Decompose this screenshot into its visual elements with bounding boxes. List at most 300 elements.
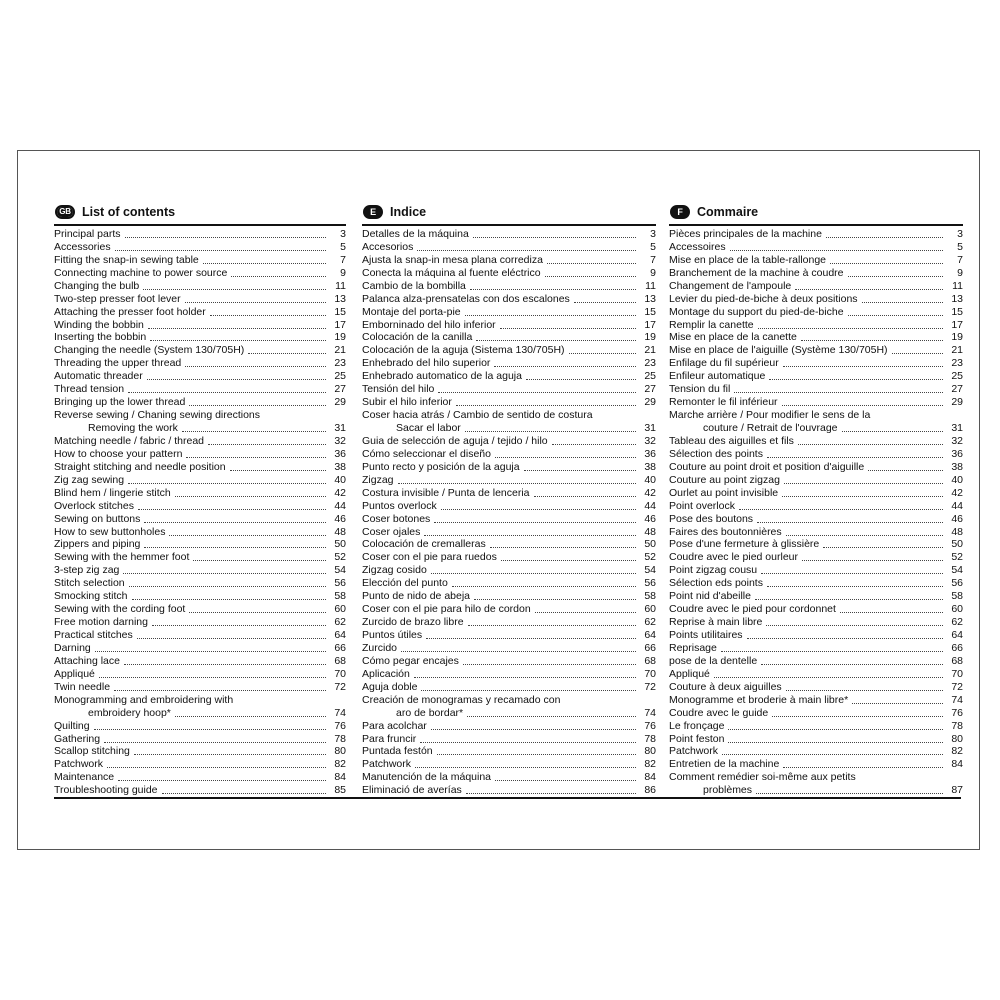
entry-label: Coudre avec le pied ourleur: [669, 551, 798, 564]
dot-leader: [118, 780, 326, 781]
dot-leader: [144, 547, 326, 548]
dot-leader: [769, 379, 943, 380]
language-badge-gb: [55, 205, 75, 219]
dot-leader: [125, 237, 326, 238]
entry-page-number: 17: [334, 318, 346, 331]
toc-entry: [669, 720, 963, 733]
dot-leader: [786, 690, 943, 691]
entry-label: Two-step presser foot lever: [54, 292, 181, 305]
entry-page-number: 87: [951, 784, 963, 797]
dot-leader: [415, 767, 636, 768]
dot-leader: [848, 315, 943, 316]
entry-page-number: 48: [951, 525, 963, 538]
entry-page-number: 29: [951, 396, 963, 409]
entry-page-number: 27: [951, 383, 963, 396]
bottom-rule: [54, 797, 961, 799]
entry-label: Coudre avec le guide: [669, 706, 769, 719]
entry-label: Cómo pegar encajes: [362, 654, 459, 667]
entry-page-number: 21: [951, 344, 963, 357]
dot-leader: [783, 366, 943, 367]
dot-leader: [722, 754, 943, 755]
header-rule: [54, 224, 346, 226]
entry-label: Zurcido de brazo libre: [362, 616, 464, 629]
entry-label: Montaje del porta-pie: [362, 305, 461, 318]
entry-label: Tableau des aiguilles et fils: [669, 434, 794, 447]
toc-entry: [54, 344, 346, 357]
dot-leader: [185, 366, 326, 367]
entry-label: Emborninado del hilo inferior: [362, 318, 496, 331]
dot-leader: [162, 793, 326, 794]
entry-label: Smocking stitch: [54, 590, 128, 603]
entry-label: 3-step zig zag: [54, 564, 120, 577]
dot-leader: [123, 573, 326, 574]
entry-label: Automatic threader: [54, 370, 143, 383]
entry-label: Tensión del hilo: [362, 383, 435, 396]
entry-page-number: 80: [334, 745, 346, 758]
entry-page-number: 54: [644, 564, 656, 577]
entry-page-number: 46: [951, 512, 963, 525]
dot-leader: [420, 742, 636, 743]
entry-page-number: 68: [951, 654, 963, 667]
entry-label: Winding the bobbin: [54, 318, 144, 331]
toc-entry: [669, 254, 963, 267]
dot-leader: [231, 276, 326, 277]
entry-page-number: 50: [951, 538, 963, 551]
entry-page-number: 5: [340, 240, 346, 253]
dot-leader: [175, 496, 326, 497]
entry-page-number: 40: [644, 473, 656, 486]
entry-label: Pose des boutons: [669, 512, 754, 525]
toc-entry: [54, 629, 346, 642]
dot-leader: [848, 276, 943, 277]
entry-page-number: 11: [335, 279, 346, 292]
dot-leader: [569, 353, 636, 354]
toc-entry: [54, 551, 346, 564]
toc-entry: [669, 487, 963, 500]
toc-entry: [54, 435, 346, 448]
dot-leader: [495, 457, 636, 458]
entry-page-number: 29: [644, 396, 656, 409]
toc-entry: [362, 319, 656, 332]
entry-label: Coudre avec le pied pour cordonnet: [669, 603, 836, 616]
dot-leader: [398, 483, 636, 484]
toc-entry: [669, 448, 963, 461]
dot-leader: [210, 315, 326, 316]
dot-leader: [524, 470, 636, 471]
entry-label: Couture au point droit et position d'aiguille: [669, 460, 865, 473]
column-header: [670, 203, 963, 221]
toc-entry: [54, 539, 346, 552]
entry-label: Stitch selection: [54, 577, 125, 590]
entry-label: Conecta la máquina al fuente eléctrico: [362, 266, 541, 279]
entry-page-number: 46: [334, 512, 346, 525]
entry-page-number: 58: [334, 590, 346, 603]
entry-label: Bringing up the lower thread: [54, 396, 186, 409]
entry-page-number: 32: [644, 434, 656, 447]
dot-leader: [494, 366, 636, 367]
dot-leader: [128, 483, 326, 484]
entry-page-number: 46: [644, 512, 656, 525]
toc-entry: [362, 500, 656, 513]
entry-label: Coser botones: [362, 512, 431, 525]
toc-entry: [54, 448, 346, 461]
toc-entry: [362, 435, 656, 448]
entry-label: Pièces principales de la machine: [669, 227, 822, 240]
entry-label: Puntos útiles: [362, 629, 423, 642]
toc-entry: [54, 694, 346, 707]
entry-page-number: 23: [644, 357, 656, 370]
entry-label: Connecting machine to power source: [54, 266, 228, 279]
dot-leader: [138, 509, 326, 510]
entry-label: Zippers and piping: [54, 538, 141, 551]
toc-entry: [362, 228, 656, 241]
dot-leader: [756, 793, 943, 794]
entry-label: Points utilitaires: [669, 629, 743, 642]
dot-leader: [466, 793, 636, 794]
entry-label: Quilting: [54, 719, 90, 732]
dot-leader: [862, 302, 943, 303]
toc-entry: [669, 668, 963, 681]
dot-leader: [152, 625, 326, 626]
entry-label: Comment remédier soi-même aux petits: [669, 771, 856, 784]
entry-page-number: 23: [951, 357, 963, 370]
dot-leader: [730, 250, 943, 251]
entry-page-number: 29: [334, 396, 346, 409]
dot-leader: [182, 431, 326, 432]
toc-entry: [669, 655, 963, 668]
entry-label: Reverse sewing / Chaning sewing directions: [54, 409, 261, 422]
toc-entry: [54, 461, 346, 474]
dot-leader: [463, 664, 636, 665]
dot-leader: [761, 573, 943, 574]
dot-leader: [501, 560, 636, 561]
dot-leader: [473, 237, 636, 238]
entry-page-number: 44: [644, 499, 656, 512]
entry-page-number: 58: [951, 590, 963, 603]
dot-leader: [465, 431, 636, 432]
entry-page-number: 3: [650, 227, 656, 240]
dot-leader: [401, 651, 636, 652]
entry-page-number: 84: [334, 771, 346, 784]
dot-leader: [114, 690, 326, 691]
entry-page-number: 70: [334, 667, 346, 680]
entry-label: pose de la dentelle: [669, 654, 758, 667]
toc-entry: [54, 500, 346, 513]
toc-entry: [54, 280, 346, 293]
dot-leader: [132, 599, 326, 600]
column-title: Indice: [390, 205, 427, 219]
dot-leader: [739, 509, 943, 510]
entry-page-number: 44: [951, 499, 963, 512]
entry-page-number: 66: [334, 641, 346, 654]
dot-leader: [728, 742, 943, 743]
entry-label: Manutención de la máquina: [362, 771, 492, 784]
entry-label: Fitting the snap-in sewing table: [54, 253, 199, 266]
entry-page-number: 62: [951, 616, 963, 629]
toc-entry: [54, 396, 346, 409]
entry-page-number: 72: [951, 680, 963, 693]
dot-leader: [148, 328, 326, 329]
document-sheet: [17, 150, 980, 850]
dot-leader: [868, 470, 943, 471]
toc-entry: [54, 784, 346, 797]
toc-entry: [669, 526, 963, 539]
dot-leader: [782, 496, 943, 497]
entry-page-number: 25: [644, 370, 656, 383]
toc-entry-continuation: [362, 707, 656, 720]
toc-entry: [362, 577, 656, 590]
toc-entry: [54, 293, 346, 306]
entry-label: Darning: [54, 641, 91, 654]
toc-entry: [362, 254, 656, 267]
dot-leader: [840, 612, 943, 613]
entry-page-number: 78: [334, 732, 346, 745]
entry-label: problèmes: [703, 784, 753, 797]
toc-entry: [54, 370, 346, 383]
entry-label: Subir el hilo inferior: [362, 396, 452, 409]
toc-entry-continuation: [54, 707, 346, 720]
entry-page-number: 36: [951, 447, 963, 460]
toc-entry: [362, 603, 656, 616]
entry-label: Cambio de la bombilla: [362, 279, 466, 292]
entry-page-number: 19: [951, 331, 963, 344]
entry-label: Sélection des points: [669, 447, 763, 460]
toc-entry: [669, 551, 963, 564]
toc-entry: [362, 668, 656, 681]
dot-leader: [842, 431, 944, 432]
dot-leader: [757, 522, 943, 523]
toc-entry: [362, 306, 656, 319]
entry-page-number: 32: [334, 434, 346, 447]
entry-page-number: 82: [334, 758, 346, 771]
entry-page-number: 50: [334, 538, 346, 551]
toc-entry: [669, 344, 963, 357]
toc-entry: [669, 474, 963, 487]
entry-page-number: 76: [951, 706, 963, 719]
entry-label: Point feston: [669, 732, 725, 745]
dot-leader: [186, 457, 326, 458]
toc-entry: [362, 487, 656, 500]
entry-page-number: 15: [334, 305, 346, 318]
dot-leader: [474, 599, 636, 600]
toc-entry: [362, 396, 656, 409]
entry-page-number: 58: [644, 590, 656, 603]
entry-label: Patchwork: [54, 758, 104, 771]
dot-leader: [144, 522, 326, 523]
dot-leader: [758, 328, 943, 329]
entry-page-number: 50: [644, 538, 656, 551]
entry-label: Eliminació de averías: [362, 784, 462, 797]
entry-label: Palanca alza-prensatelas con dos escalones: [362, 292, 570, 305]
column-header: [363, 203, 656, 221]
dot-leader: [150, 340, 326, 341]
entry-page-number: 82: [644, 758, 656, 771]
toc-entry: [362, 280, 656, 293]
toc-entry: [54, 228, 346, 241]
toc-entry: [669, 357, 963, 370]
dot-leader: [115, 250, 326, 251]
entry-label: Practical stitches: [54, 629, 133, 642]
toc-entry: [54, 616, 346, 629]
toc-entry: [362, 370, 656, 383]
entry-label: Sacar el labor: [396, 422, 461, 435]
dot-leader: [766, 625, 943, 626]
entry-page-number: 7: [650, 253, 656, 266]
toc-entry: [362, 461, 656, 474]
toc-entry: [669, 681, 963, 694]
entry-page-number: 76: [334, 719, 346, 732]
toc-entry: [54, 332, 346, 345]
entry-page-number: 70: [644, 667, 656, 680]
entry-label: Para fruncir: [362, 732, 417, 745]
toc-entry: [54, 668, 346, 681]
entry-label: Sewing on buttons: [54, 512, 141, 525]
entry-label: Enhebrado automatico de la aguja: [362, 370, 522, 383]
entry-page-number: 78: [951, 719, 963, 732]
dot-leader: [128, 392, 326, 393]
entry-label: Elección del punto: [362, 577, 448, 590]
dot-leader: [95, 651, 326, 652]
entry-label: Sélection eds points: [669, 577, 763, 590]
entry-label: Troubleshooting guide: [54, 784, 158, 797]
entry-page-number: 3: [957, 227, 963, 240]
entry-page-number: 17: [644, 318, 656, 331]
entry-label: Appliqué: [54, 667, 95, 680]
entry-page-number: 9: [340, 266, 346, 279]
dot-leader: [495, 780, 636, 781]
header-rule: [669, 224, 963, 226]
entry-page-number: 72: [334, 680, 346, 693]
dot-leader: [535, 612, 636, 613]
entry-page-number: 9: [650, 266, 656, 279]
entry-label: Monogramme et broderie à main libre*: [669, 693, 849, 706]
toc-entry: [669, 383, 963, 396]
entry-label: Twin needle: [54, 680, 111, 693]
dot-leader: [500, 328, 636, 329]
entry-label: aro de bordar*: [396, 706, 464, 719]
dot-leader: [129, 586, 326, 587]
dot-leader: [467, 716, 636, 717]
entry-page-number: 5: [650, 240, 656, 253]
toc-entry: [669, 603, 963, 616]
entry-label: Colocación de la canilla: [362, 331, 473, 344]
language-badge-f: [670, 205, 690, 219]
entry-page-number: 84: [951, 758, 963, 771]
entry-label: Accessoires: [669, 240, 726, 253]
entry-list: [362, 228, 656, 797]
toc-entry: [54, 733, 346, 746]
dot-leader: [189, 405, 326, 406]
entry-label: Tension du fil: [669, 383, 731, 396]
entry-page-number: 11: [645, 279, 656, 292]
toc-entry: [669, 758, 963, 771]
entry-page-number: 64: [334, 629, 346, 642]
toc-entry: [362, 551, 656, 564]
entry-page-number: 13: [334, 292, 346, 305]
dot-leader: [490, 547, 636, 548]
dot-leader: [426, 638, 636, 639]
toc-entry: [669, 228, 963, 241]
entry-page-number: 60: [334, 603, 346, 616]
entry-label: Enfileur automatique: [669, 370, 766, 383]
dot-leader: [767, 457, 943, 458]
dot-leader: [99, 677, 326, 678]
entry-page-number: 64: [644, 629, 656, 642]
dot-leader: [574, 302, 636, 303]
entry-label: Couture à deux aiguilles: [669, 680, 782, 693]
toc-entry: [669, 461, 963, 474]
dot-leader: [782, 405, 943, 406]
toc-entry: [669, 590, 963, 603]
dot-leader: [189, 612, 326, 613]
toc-entry: [54, 758, 346, 771]
dot-leader: [441, 509, 636, 510]
header-rule: [362, 224, 656, 226]
entry-label: Point nid d'abeille: [669, 590, 751, 603]
entry-label: Remonter le fil inférieur: [669, 396, 778, 409]
dot-leader: [476, 340, 636, 341]
entry-label: Ourlet au point invisible: [669, 486, 779, 499]
toc-entry: [362, 655, 656, 668]
entry-label: Puntos overlock: [362, 499, 437, 512]
dot-leader: [823, 547, 943, 548]
dot-leader: [434, 522, 636, 523]
dot-leader: [755, 599, 943, 600]
toc-entry: [669, 293, 963, 306]
toc-entry: [362, 409, 656, 422]
entry-page-number: 64: [951, 629, 963, 642]
toc-entry: [669, 616, 963, 629]
entry-label: Coser con el pie para hilo de cordon: [362, 603, 531, 616]
entry-page-number: 36: [334, 447, 346, 460]
dot-leader: [417, 250, 636, 251]
toc-entry: [362, 771, 656, 784]
toc-entry: [362, 629, 656, 642]
toc-entry: [54, 603, 346, 616]
entry-label: Accessories: [54, 240, 111, 253]
entry-label: How to sew buttonholes: [54, 525, 166, 538]
dot-leader: [767, 586, 943, 587]
dot-leader: [169, 535, 326, 536]
toc-entry: [362, 526, 656, 539]
dot-leader: [208, 444, 326, 445]
toc-entry: [362, 616, 656, 629]
entry-label: Branchement de la machine à coudre: [669, 266, 844, 279]
toc-entry: [669, 241, 963, 254]
toc-entry: [669, 500, 963, 513]
dot-leader: [468, 625, 636, 626]
dot-leader: [203, 263, 326, 264]
entry-page-number: 21: [334, 344, 346, 357]
entry-label: Reprisage: [669, 641, 717, 654]
entry-label: Principal parts: [54, 227, 121, 240]
dot-leader: [185, 302, 326, 303]
entry-label: Changing the bulb: [54, 279, 140, 292]
entry-page-number: 66: [951, 641, 963, 654]
column-title: Commaire: [697, 205, 759, 219]
entry-page-number: 40: [951, 473, 963, 486]
toc-entry: [54, 487, 346, 500]
dot-leader: [94, 729, 326, 730]
toc-entry-continuation: [669, 422, 963, 435]
toc-entry: [669, 629, 963, 642]
toc-entry: [54, 642, 346, 655]
dot-leader: [421, 690, 636, 691]
entry-page-number: 27: [644, 383, 656, 396]
entry-page-number: 54: [334, 564, 346, 577]
dot-leader: [414, 677, 636, 678]
entry-label: Zurcido: [362, 641, 398, 654]
